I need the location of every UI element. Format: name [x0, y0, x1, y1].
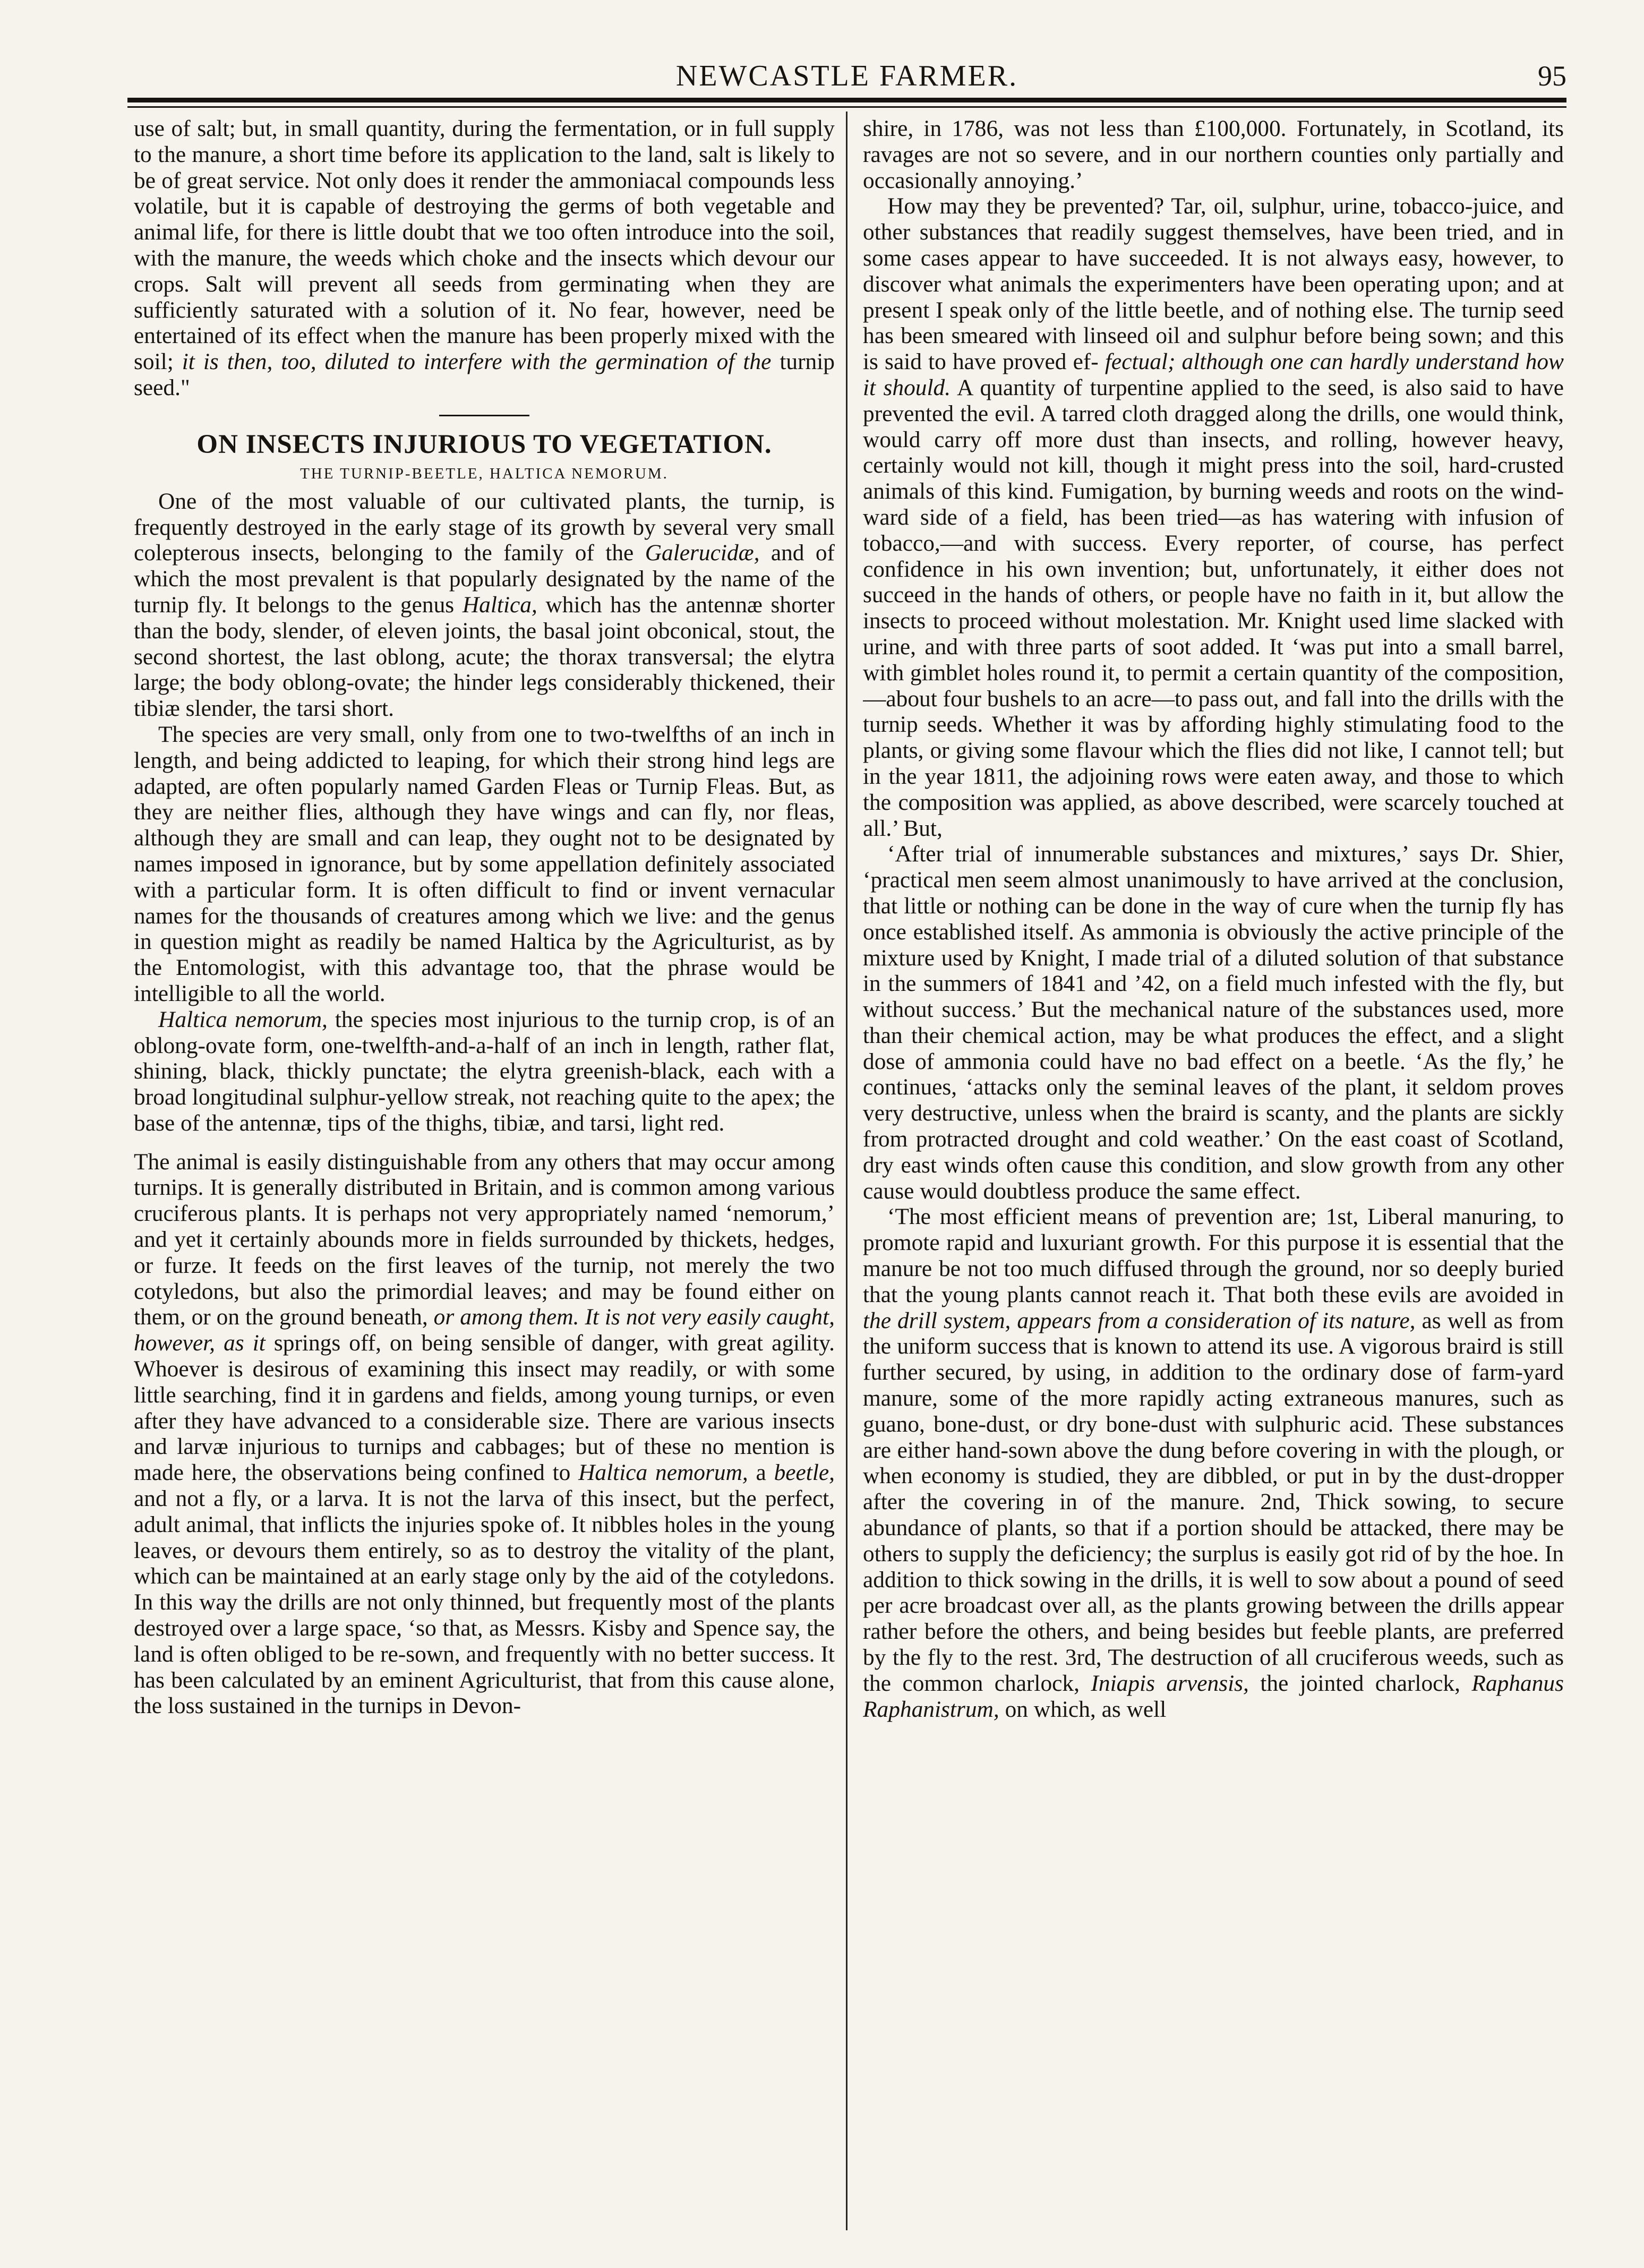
section-divider — [439, 415, 529, 416]
paragraph: The animal is easily distinguishable from any others that may occur among turnips. It is generally distributed in Britain, and is common among various cruciferous plants. It is perhaps not very appropriately named ‘nemorum,’ and yet it certainly abounds more in fields surrounded by thickets, hedges, or furze. It feeds on the first leaves of the turnip, not merely the two cotyledons, but also the primordial leaves; and may be found either on them, or on the ground beneath, or among them. It is not very easily caught, however, as it springs off, on being sensible of danger, with great agility. Whoever is desirous of examining this insect may readily, or with some little searching, find it in gardens and fields, among young turnips, or even after they have advanced to a considerable size. There are various insects and larvæ injurious to turnips and cabbages; but of these no mention is made here, the observations being confined to Haltica nemorum, a beetle, and not a fly, or a larva. It is not the larva of this insect, but the perfect, adult animal, that inflicts the injuries spoke of. It nibbles holes in the young leaves, or devours them entirely, so as to destroy the vitality of the plant, which can be maintained at an early stage only by the aid of the cotyledons. In this way the drills are not only thinned, but frequently most of the plants destroyed over a large space, ‘so that, as Messrs. Kisby and Spence say, the land is often obliged to be re-sown, and frequently with no better success. It has been calculated by an eminent Agriculturist, that from this cause alone, the loss sustained in the turnips in Devon- — [134, 1149, 835, 1719]
paragraph: ‘After trial of innumerable substances and mixtures,’ says Dr. Shier, ‘practical men seem almost unanimously to have arrived at the conclusion, that little or nothing can be done in the way of cure when the turnip fly has once established itself. As ammonia is obviously the active principle of the mixture used by Knight, I made trial of a diluted solution of that substance in the summers of 1841 and ’42, on a field much infested with the fly, but without success.’ But the mechanical nature of the substances used, more than their chemical action, may be what produces the effect, and a slight dose of ammonia could have no bad effect on a beetle. ‘As the fly,’ he continues, ‘attacks only the seminal leaves of the plant, it seldom proves very destructive, unless when the braird is scanty, and the plants are sickly from protracted drought and cold weather.’ On the east coast of Scotland, dry east winds often cause this condition, and slow growth from any other cause would doubtless produce the same effect. — [863, 841, 1564, 1204]
header-rule-thick — [127, 98, 1566, 102]
right-column — [863, 116, 1564, 2229]
paragraph: Haltica nemorum, the species most injurious to the turnip crop, is of an oblong-ovate form, one-twelfth-and-a-half of an inch in length, rather flat, shining, black, thickly punctate; the elytra greenish-black, each with a broad longitudinal sulphur-yellow streak, not reaching quite to the apex; the base of the antennæ, tips of the thighs, tibiæ, and tarsi, light red. — [134, 1006, 835, 1136]
paragraph: ‘The most efficient means of prevention are; 1st, Liberal manuring, to promote rapid and luxuriant growth. For this purpose it is essential that the manure be not too much diffused through the ground, nor so deeply buried that the young plants cannot reach it. That both these evils are avoided in the drill system, appears from a consideration of its nature, as well as from the uniform success that is known to attend its use. A vigorous braird is still further secured, by using, in addition to the ordinary dose of farm-yard manure, some of the more rapidly acting extraneous manures, such as guano, bone-dust, or dry bone-dust with sulphuric acid. These substances are either hand-sown above the dung before covering in with the plough, or when economy is studied, they are dibbled, or put in by the dust-dropper after the covering in of the manure. 2nd, Thick sowing, to secure abundance of plants, so that if a portion should be attacked, there may be others to supply the deficiency; the surplus is easily got rid of by the hoe. In addition to thick sowing in the drills, it is well to sow about a pound of seed per acre broadcast over all, as the plants growing between the drills appear rather before the others, and being besides but feeble plants, are preferred by the fly to the rest. 3rd, The destruction of all cruciferous weeds, such as the common charlock, Iniapis arvensis, the jointed charlock, Raphanus Raphanistrum, on which, as well — [863, 1204, 1564, 1722]
paragraph: The species are very small, only from one to two-twelfths of an inch in length, and being addicted to leaping, for which their strong hind legs are adapted, are often popularly named Garden Fleas or Turnip Fleas. But, as they are neither flies, although they have wings and can fly, nor fleas, although they are small and can leap, they ought not to be designated by names imposed in ignorance, but by some appellation definitely associated with a particular form. It is often difficult to find or invent vernacular names for the thousands of creatures among which we live: and the genus in question might as readily be named Haltica by the Agriculturist, as by the Entomologist, with this advantage too, that the phrase would be intelligible to all the world. — [134, 721, 835, 1006]
section-subheading: THE TURNIP-BEETLE, HALTICA NEMORUM. — [300, 465, 669, 482]
section-heading: ON INSECTS INJURIOUS TO VEGETATION. — [196, 429, 772, 459]
page-header — [127, 57, 1566, 100]
page-number: 95 — [1538, 60, 1566, 92]
running-title: NEWCASTLE FARMER. — [675, 59, 1018, 92]
header-rule-thin — [127, 106, 1566, 108]
paragraph: shire, in 1786, was not less than £100,000. Fortunately, in Scotland, its ravages are not so severe, and in our northern counties only partially and occasionally annoying.’ — [863, 116, 1564, 193]
column-divider — [846, 112, 847, 2230]
paragraph: One of the most valuable of our cultivated plants, the turnip, is frequently destroyed in the early stage of its growth by several very small colepterous insects, belonging to the family of the Galerucidæ, and of which the most prevalent is that popularly designated by the name of the turnip fly. It belongs to the genus Haltica, which has the antennæ shorter than the body, slender, of eleven joints, the basal joint obconical, stout, the second shortest, the last oblong, acute; the thorax transversal; the elytra large; the body oblong-ovate; the hinder legs considerably thickened, their tibiæ slender, the tarsi short. — [134, 488, 835, 722]
left-column — [134, 116, 835, 2229]
paragraph: use of salt; but, in small quantity, during the fermentation, or in full supply to the manure, a short time before its application to the land, salt is likely to be of great service. Not only does it render the ammoniacal compounds less volatile, but it is capable of destroying the germs of both vegetable and animal life, for there is little doubt that we too often introduce into the soil, with the manure, the weeds which choke and the insects which devour our crops. Salt will prevent all seeds from germinating when they are sufficiently saturated with a solution of it. No fear, however, need be entertained of its effect when the manure has been properly mixed with the soil; it is then, too, diluted to interfere with the germination of the turnip seed." — [134, 116, 835, 400]
paragraph: How may they be prevented? Tar, oil, sulphur, urine, tobacco-juice, and other substances that readily suggest themselves, have been tried, and in some cases appear to have succeeded. It is not always easy, however, to discover what animals the experimenters have been operating upon; and at present I speak only of the little beetle, and of nothing else. The turnip seed has been smeared with linseed oil and sulphur before being sown; and this is said to have proved ef- fectual; although one can hardly understand how it should. A quantity of turpentine applied to the seed, is also said to have prevented the evil. A tarred cloth dragged along the drills, one would think, would carry off more dust than insects, and rolling, however heavy, certainly would not kill, though it might press into the soil, hard-crusted animals of this kind. Fumigation, by burning weeds and roots on the wind-ward side of a field, has been tried—as has watering with infusion of tobacco,—and with success. Every reporter, of course, has perfect confidence in his own invention; but, unfortunately, it either does not succeed in the hands of others, or people have no faith in it, but allow the insects to proceed without molestation. Mr. Knight used lime slacked with urine, and with three parts of soot added. It ‘was put into a small barrel, with gimblet holes round it, to permit a certain quantity of the composition,—about four bushels to an acre—to pass out, and fall into the drills with the turnip seeds. Whether it was by affording highly stimulating food to the plants, or giving some flavour which the flies did not like, I cannot tell; but in the year 1811, the adjoining rows were eaten away, and those to which the composition was applied, as above described, were scarcely touched at all.’ But, — [863, 193, 1564, 841]
